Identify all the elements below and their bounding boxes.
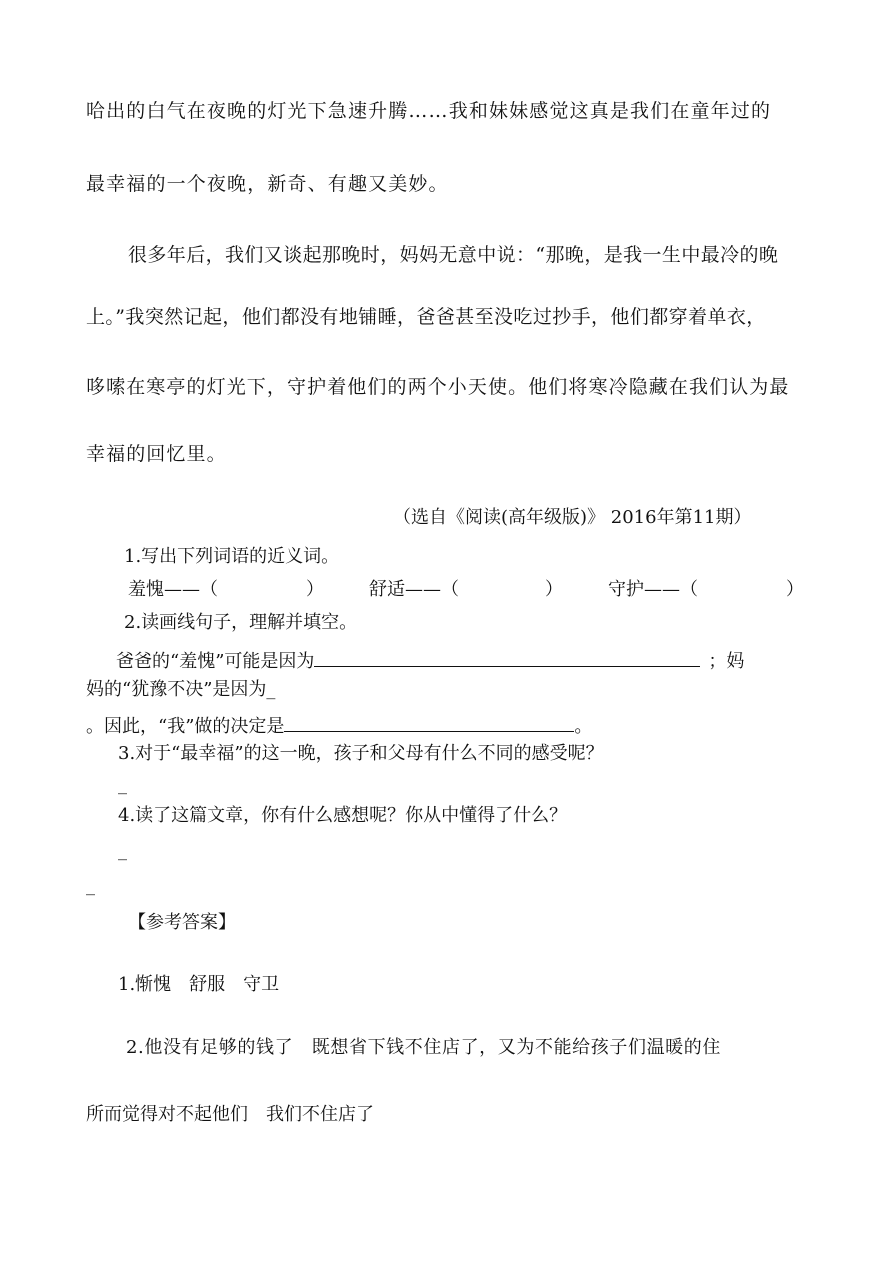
passage-line-3: 很多年后，我们又谈起那晚时，妈妈无意中说：“那晚，是我一生中最冷的晚: [128, 244, 779, 266]
synonym-close-2: ）: [545, 579, 563, 600]
answer-2-line-1: 2.他没有足够的钱了 既想省下钱不住店了，又为不能给孩子们温暖的住: [126, 1037, 721, 1058]
answer-blank-father-reason[interactable]: [314, 646, 700, 667]
question-2-part-1: 爸爸的“羞愧”可能是因为: [116, 651, 315, 672]
passage-line-5: 哆嗦在寒亭的灯光下，守护着他们的两个小天使。他们将寒冷隐藏在我们认为最: [86, 376, 790, 398]
question-2-line-3: [86, 711, 592, 739]
question-4-blank-1[interactable]: _: [118, 840, 127, 861]
passage-line-1: 哈出的白气在夜晚的灯光下急速升腾……我和妹妹感觉这真是我们在童年过的: [86, 100, 772, 122]
passage-line-2: 最幸福的一个夜晚，新奇、有趣又美妙。: [86, 173, 449, 195]
question-4-blank-2[interactable]: _: [86, 875, 95, 896]
question-2-part-3-end: 。: [574, 716, 593, 737]
synonym-word-3: 守护——（: [608, 579, 698, 600]
question-3-blank[interactable]: _: [118, 774, 127, 795]
synonym-item-3: [608, 578, 804, 602]
question-2-line-1: [116, 646, 744, 674]
question-1-prompt: 1.写出下列词语的近义词。: [124, 546, 340, 567]
passage-line-4: 上。”我突然记起，他们都没有地铺睡，爸爸甚至没吃过抄手，他们都穿着单衣，: [86, 306, 766, 328]
synonym-item-2: [369, 578, 563, 602]
question-3-prompt: 3.对于“最幸福”的这一晚，孩子和父母有什么不同的感受呢？: [118, 743, 604, 764]
synonym-close-1: ）: [306, 579, 324, 600]
synonym-word-1: 羞愧——（: [128, 579, 218, 600]
passage-line-6: 幸福的回忆里。: [86, 443, 227, 465]
answer-1: 1.惭愧 舒服 守卫: [118, 974, 280, 995]
synonym-item-1: [128, 578, 324, 602]
question-4-prompt: 4.读了这篇文章，你有什么感想呢？你从中懂得了什么？: [118, 805, 568, 826]
question-2-part-1-end: ；妈: [708, 651, 745, 672]
answer-key-title: 【参考答案】: [128, 912, 236, 933]
question-2-part-3: 。因此，“我”做的决定是: [86, 716, 285, 737]
question-2-prompt: 2.读画线句子，理解并填空。: [124, 612, 358, 633]
answer-2-line-2: 所而觉得对不起他们 我们不住店了: [86, 1104, 374, 1125]
synonym-close-3: ）: [786, 579, 804, 600]
question-2-line-2: 妈的“犹豫不决”是因为_: [86, 679, 276, 700]
synonym-word-2: 舒适——（: [369, 579, 459, 600]
passage-source: （选自《阅读(高年级版)》 2016年第11期）: [393, 507, 752, 528]
answer-blank-decision[interactable]: [284, 711, 574, 732]
